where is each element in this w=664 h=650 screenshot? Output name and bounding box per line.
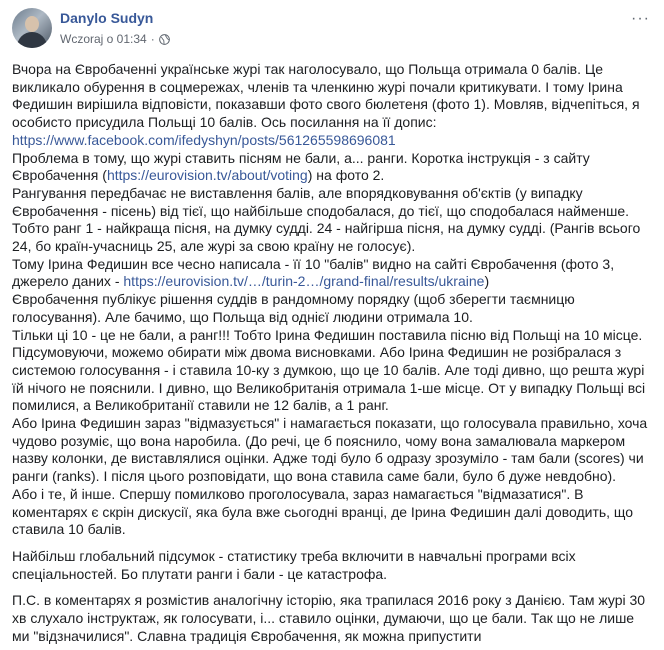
post-paragraph [12,327,652,345]
post-paragraph [12,61,652,150]
post-text-segment: Проблема в тому, що журі ставить пісням не бали, а... ранги. Коротка інструкція - з сайту Євробачення ( [12,149,590,184]
post-text-segment: Тільки ці 10 - це не бали, а ранг!!! Тобто Ірина Федишин поставила пісню від Польщі на 10 місце. [12,326,643,343]
post-text-segment: Тому Ірина Федишин все чесно написала - її 10 "балів" видно на сайті Євробачення (фото 3, джерело даних - [12,255,615,290]
post-header [12,8,652,52]
post-text-segment: ) [484,273,490,290]
post-paragraph [12,486,652,539]
post-link[interactable]: https://eurovision.tv/…/turin-2…/grand-final/results/ukraine [123,273,485,290]
avatar-head [25,16,39,32]
post-text-segment: Євробачення публікує рішення суддів в рандомному порядку (щоб зберегти таємницю голосування). Але бачимо, що Польща від однієї людини отримала 10. [12,291,575,325]
post-text-segment: Або Ірина Федишин зараз "відмазується" і намагається показати, що голосувала правильно, хоча чудово розуміє, що вона наробила. (До речі, це б пояснило, чому вона замалювала маркером назву колонки, де виставлялися оцінки. Адже тоді було б одразу зрозуміло - там бали (scores) чи ранги (ranks). І після цього розповідати, що вона ставила саме бали, було б дуже невдобно). [12,415,648,485]
post-timestamp[interactable]: Wczoraj o 01:34 [60,32,147,46]
post-paragraph [12,291,652,326]
post-meta [60,8,170,47]
post-text-segment: Підсумовуючи, можемо обирати між двома висновками. Або Ірина Федишин не розібралася з системою голосування - і ставила 10-ку з думкою, що це 10 балів. Але тоді дивно, що решта журі їй нічого не пояснили. І дивно, що Великобританія отримала 1-ше місце. От у випадку Польщі всі помилися, а Великобританії ставили не 12 балів, а 1 ранг. [12,344,646,414]
author-avatar[interactable] [12,8,52,48]
post-text-segment: Найбільш глобальний підсумок - статистику треба включити в навчальні програми всіх спеціальностей. Бо плутати ранги і бали - це катастрофа. [12,547,576,582]
post-text-segment: Вчора на Євробаченні українське журі так наголосувало, що Польща отримала 0 балів. Це викликало обурення в соцмережах, членів та членкиню журі почали критикувати. І тому Ірина Федишин вирішила відповісти, показавши фото свого бюлетеня (фото 1). Мовляв, відчепіться, я особисто присудила Польщі 10 балів. Ось посилання на її допис: [12,61,640,131]
post-paragraph [12,185,652,256]
post-subline [60,31,170,47]
avatar-shoulders [17,32,47,48]
post-paragraph [12,344,652,415]
post-paragraph [12,256,652,291]
post-text-segment: П.С. в коментарях я розмістив аналогічну історію, яка трапилася 2016 року з Данією. Там журі 30 хв слухало інструктаж, як голосувати, і... ставило оцінки, думаючи, що це бали. Так що не лише ми "відзначилися". Славна традиція Євробачення, як можна припустити [12,592,646,644]
post-link[interactable]: https://www.facebook.com/ifedyshyn/posts/561265598696081 [12,131,396,148]
globe-icon[interactable] [159,34,170,45]
post-text-segment: ) на фото 2. [307,167,385,184]
separator-dot: · [150,32,155,46]
post-paragraph [12,548,652,583]
post-text [12,61,652,646]
post-link[interactable]: https://eurovision.tv/about/voting [106,167,308,184]
post-text-segment: Рангування передбачає не виставлення балів, але впорядковування об'єктів (у випадку Євробачення - пісень) від тієї, що найбільше сподобалася, до тієї, що сподобалася найменше. Тобто ранг 1 - найкраща пісня, на думку судді. 24 - найгірша пісня, на думку судді. (Рангів всього 24, бо країн-учасниць 25, але журі за свою країну не голосує). [12,184,641,255]
author-name[interactable]: Danylo Sudyn [60,10,154,26]
post-paragraph [12,592,652,645]
more-options-button[interactable]: ··· [631,10,650,27]
post-text-segment: Або і те, й інше. Спершу помилково проголосувала, зараз намагається "відмазатися". В коментарях є скрін дискусії, яка була вже сьогодні вранці, де Ірина Федишин далі доводить, що ставила 10 балів. [12,485,634,538]
post-paragraph [12,415,652,486]
post-paragraph [12,150,652,185]
